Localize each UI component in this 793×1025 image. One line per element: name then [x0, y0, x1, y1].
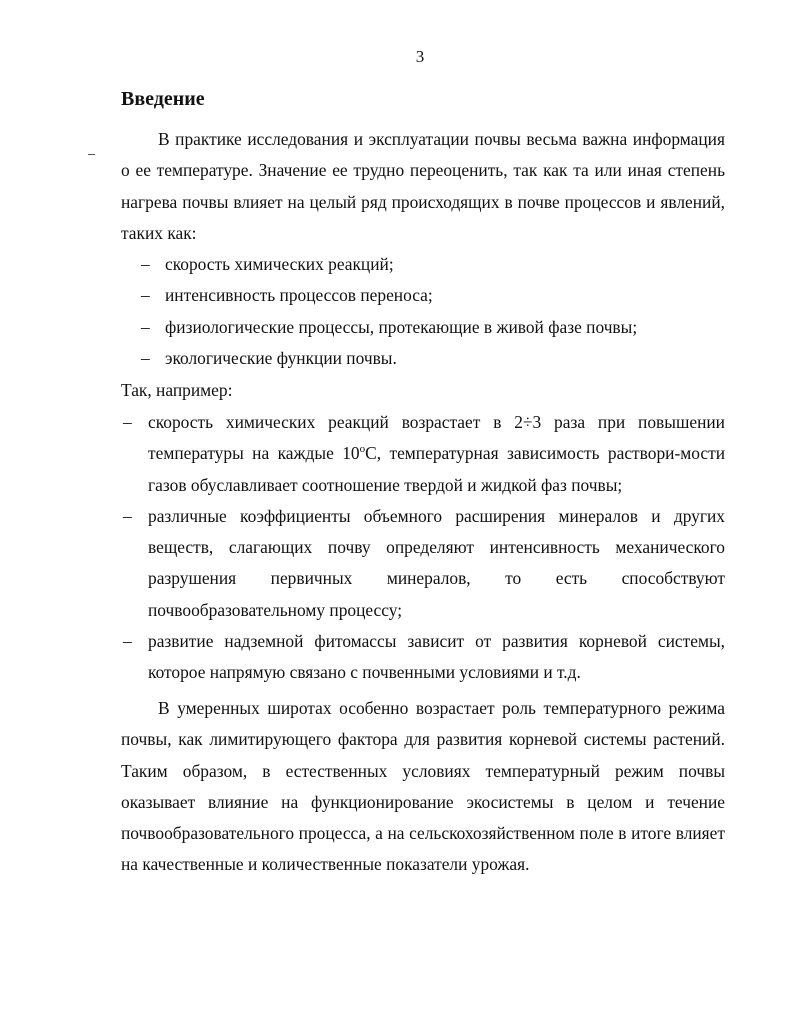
list-item: [121, 501, 725, 626]
dash-bullet: –: [123, 505, 132, 526]
list-item: [121, 312, 725, 343]
list-item-text-part: скорость химических реакций возрастает в 2÷3 раза при повышении температуры на каждые 10: [148, 412, 725, 464]
examples-list: [121, 407, 725, 689]
list-item: [121, 343, 725, 374]
dash-bullet: –: [141, 316, 150, 337]
dash-bullet: –: [141, 254, 150, 274]
list-item-text: экологические функции почвы.: [165, 347, 397, 368]
list-item: [121, 626, 725, 689]
intro-paragraph: В практике исследования и эксплуатации почвы весьма важна информация о ее температуре. Значение ее трудно переоценить, так как та или иная степень нагрева почвы влияет на целый ряд происходящих в почве процессов и явлений, таких как:: [121, 129, 725, 243]
list-item-text: интенсивность процессов переноса;: [165, 285, 433, 306]
list-item: [121, 407, 725, 501]
closing-paragraph: В умеренных широтах особенно возрастает роль температурного режима почвы, как лимитирующего фактора для развития корневой системы растений. Таким образом, в естественных условиях температурный режим почвы оказывает влияние на функционирование экосистемы в целом и течение почвообразовательного процесса, а на сельскохозяйственном поле в итоге влияет на качественные и количественные показатели урожая.: [121, 698, 725, 875]
scan-mark: [88, 154, 95, 155]
lead-in-text: Так, например:: [121, 380, 233, 400]
list-item-text: развитие надземной фитомассы зависит от развития корневой системы, которое напрямую связано с почвенными условиями и т.д.: [148, 631, 725, 683]
degree-superscript: о: [359, 443, 366, 456]
section-heading: Введение: [121, 88, 205, 110]
list-item: [121, 249, 725, 280]
list-item: [121, 280, 725, 311]
factors-list: [121, 249, 725, 374]
dash-bullet: –: [141, 285, 150, 306]
list-item-text: физиологические процессы, протекающие в живой фазе почвы;: [165, 316, 638, 337]
list-item-text-part: С, температурная зависимость раствори-мости газов обуславливает соотношение твердой и жидкой фаз почвы;: [148, 443, 725, 495]
list-item-text: различные коэффициенты объемного расширения минералов и других веществ, слагающих почву определяют интенсивность механического разрушения первичных минералов, то есть способствуют почвообразовательному процессу;: [148, 505, 725, 620]
list-item-text: скорость химических реакций;: [165, 254, 394, 274]
dash-bullet: –: [123, 631, 132, 652]
page-number: 3: [415, 47, 425, 66]
dash-bullet: –: [123, 412, 132, 432]
dash-bullet: –: [141, 347, 150, 368]
